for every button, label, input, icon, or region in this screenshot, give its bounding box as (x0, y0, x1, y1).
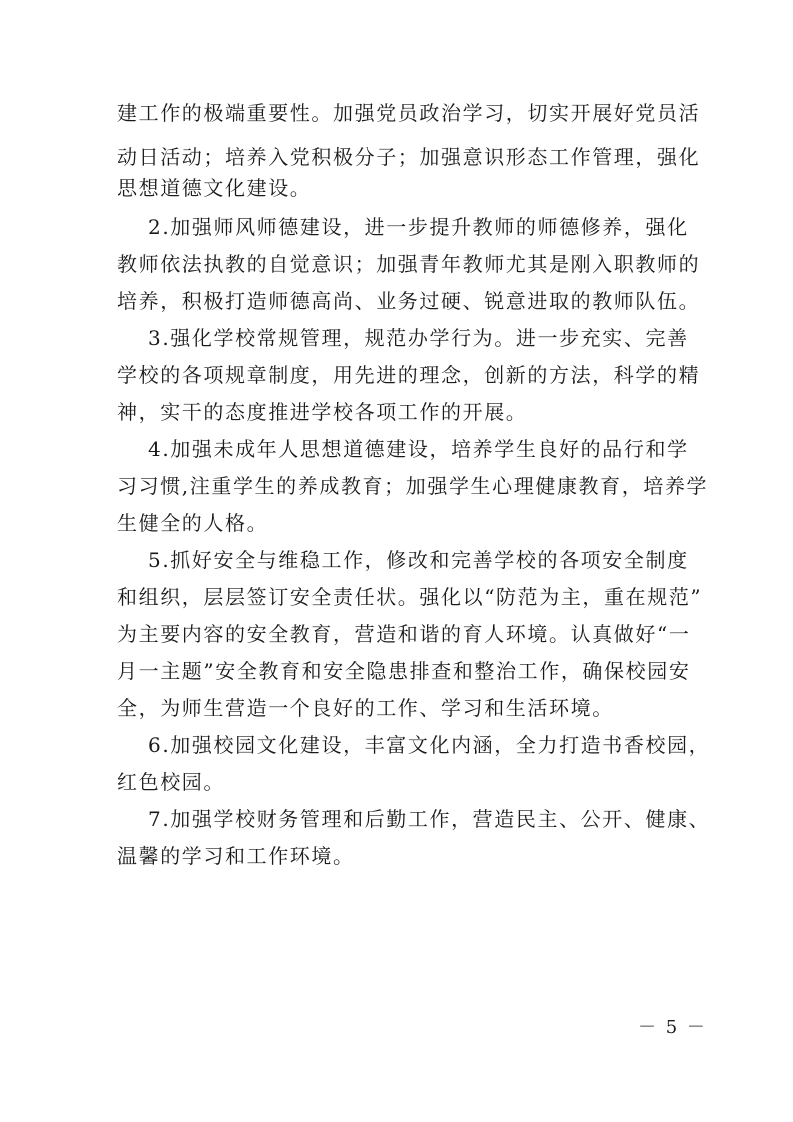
list-item-7-line: 7.加强学校财务管理和后勤工作，营造民主、公开、健康、 (148, 807, 711, 831)
text-line: 培养，积极打造师德高尚、业务过硬、锐意进取的教师队伍。 (117, 289, 701, 313)
page-number: － 5 － (638, 1017, 707, 1038)
text-line: 生健全的人格。 (117, 511, 269, 535)
text-line: 动日活动；培养入党积极分子；加强意识形态工作管理，强化 (117, 145, 701, 169)
text-line: 习习惯,注重学生的养成教育；加强学生心理健康教育，培养学 (117, 474, 709, 498)
text-line: 全，为师生营造一个良好的工作、学习和生活环境。 (117, 696, 614, 720)
list-item-5-line: 5.抓好安全与维稳工作，修改和完善学校的各项安全制度 (148, 548, 689, 572)
text-line: 和组织，层层签订安全责任状。强化以“防范为主，重在规范” (117, 585, 703, 609)
text-line: 温馨的学习和工作环境。 (117, 844, 355, 868)
text-line: 学校的各项规章制度，用先进的理念，创新的方法，科学的精 (117, 363, 701, 387)
text-line: 建工作的极端重要性。加强党员政治学习，切实开展好党员活 (117, 101, 701, 125)
list-item-2-line: 2.加强师风师德建设，进一步提升教师的师德修养，强化 (148, 215, 689, 239)
text-line: 教师依法执教的自觉意识；加强青年教师尤其是刚入职教师的 (117, 252, 701, 276)
text-line: 为主要内容的安全教育，营造和谐的育人环境。认真做好“一 (117, 622, 691, 646)
text-line: 月一主题”安全教育和安全隐患排查和整治工作，确保校园安 (117, 659, 691, 683)
list-item-4-line: 4.加强未成年人思想道德建设，培养学生良好的品行和学 (148, 437, 689, 461)
text-line: 神，实干的态度推进学校各项工作的开展。 (117, 400, 528, 424)
list-item-3-line: 3.强化学校常规管理，规范办学行为。进一步充实、完善 (148, 326, 689, 350)
text-line: 思想道德文化建设。 (117, 176, 312, 200)
text-line: 红色校园。 (117, 770, 225, 794)
list-item-6-line: 6.加强校园文化建设，丰富文化内涵，全力打造书香校园， (148, 733, 711, 757)
